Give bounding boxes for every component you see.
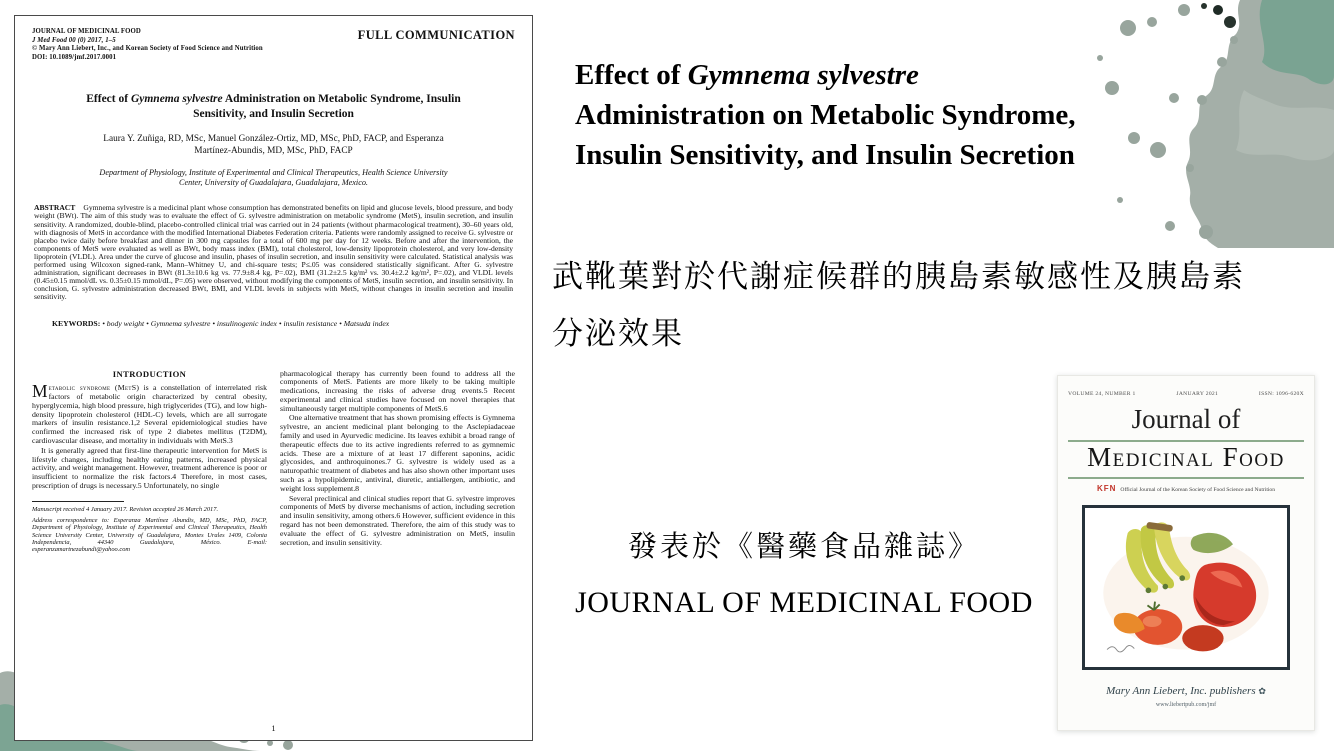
footnote-received: Manuscript received 4 January 2017. Revision accepted 26 March 2017. — [32, 505, 219, 513]
cover-website: www.liebertpub.com/jmf — [1155, 702, 1217, 708]
keywords-paragraph — [52, 319, 495, 328]
journal-cover — [1057, 375, 1315, 731]
dropcap-letter: M — [32, 381, 48, 402]
footnotes — [32, 506, 267, 554]
cover-title-medicinal-food: Medicinal Food — [1087, 442, 1285, 472]
watercolor-splash-top-right-icon — [1094, 0, 1334, 248]
artist-signature-scribble — [1107, 646, 1134, 652]
intro-left-column — [32, 370, 267, 558]
fruit-watercolor-painting-icon — [1092, 515, 1280, 660]
intro-paragraph-5: Several preclinical and clinical studies report that G. sylvestre improves components of MetS by diverse mechanisms of action, including secretion and insulin sensitivity, among others.6 However, sufficient evidence in this regard has not been demonstrated. Therefore, the aim of this study was to evaluate the effect of G. sylvestre administration on MetS, insulin secretion, and insulin sensitivity. — [280, 493, 515, 547]
slide-title-prefix: Effect of — [575, 59, 688, 92]
published-in-chinese: 發表於《醫藥食品雜誌》 — [627, 531, 980, 563]
intro-paragraph-4: One alternative treatment that has shown promising effects is Gymnema sylvestre, an ancient medicinal plant belonging to the Asclepiadaceae family and used in Ayurvedic medicine. Its leaves exhibit a broad range of therapeutic effects due to its active ingredients referred to as gymnemic acids. These are a mixture of at least 17 different saponins, acidic glycosides, and anthroquinones.7 G. sylvestre is widely used as a naturopathic treatment of diabetes and has also shown other important uses such as a hypolipidemic, antiviral, diuretic, antiallergen, antibiotic, and weight loss supplement.8 — [280, 413, 515, 493]
keywords-list: • body weight • Gymnema sylvestre • insulinogenic index • insulin resistance • Matsuda index — [102, 318, 390, 328]
slide-title — [575, 55, 1077, 175]
intro-paragraph-1 — [32, 381, 268, 446]
slide-title-chinese-line2: 分泌效果 — [552, 316, 684, 351]
introduction-heading: INTRODUCTION — [112, 368, 187, 379]
journal-citation: J Med Food 00 (0) 2017, 1–5 — [32, 36, 116, 44]
intro-paragraph-1-text: is a constellation of interrelated risk factors of metabolic origin characterized by central obesity, hyperglycemia, high blood pressure, high triglycerides (TG), and low high-density lipoprotein cholesterol (HDL-C) levels, which are all surrogate markers of insulin resistance.1,2 Several epidemiological studies have confirmed the increased risk of type 2 diabetes mellitus (T2DM), cardiovascular disease, and mortality in individuals with MetS.3 — [32, 383, 268, 446]
paper-title-prefix: Effect of — [86, 93, 131, 106]
page-number: 1 — [271, 723, 276, 733]
flower-icon: ✿ — [1258, 686, 1266, 696]
paper-title-suffix: Administration on Metabolic Syndrome, Insulin Sensitivity, and Insulin Secretion — [193, 93, 461, 121]
cover-meta-row — [1068, 391, 1304, 397]
authors-line: Laura Y. Zuñiga, RD, MSc, Manuel González-Ortiz, MD, MSc, PhD, FACP, and Esperanza Martínez-Abundis, MD, MSc, PhD, FACP — [103, 134, 444, 156]
journal-info — [32, 28, 263, 62]
paper-title-species: Gymnema sylvestre — [130, 93, 223, 106]
cover-society-line: Official Journal of the Korean Society of Food Science and Nutrition — [1120, 487, 1276, 493]
slide-title-chinese-line1: 武靴葉對於代謝症候群的胰島素敏感性及胰島素 — [552, 259, 1245, 294]
footnote-divider — [32, 501, 124, 502]
publisher-name: Mary Ann Liebert, Inc. publishers — [1106, 685, 1256, 697]
intro-paragraph-3: pharmacological therapy has currently been found to address all the components of MetS. Patients are more likely to be taking multiple medications, increasing the risks of adverse drug events.5 Recent experimental and clinical studies have focused on novel therapies that simultaneously target multiple components of MetS.6 — [280, 368, 515, 413]
abstract-paragraph — [34, 204, 513, 301]
intro-paragraph-2: It is generally agreed that first-line therapeutic intervention for MetS is lifestyle changes, including healthy eating patterns, increased physical activity, and weight management. However, treatment adherence is poor or insufficient to normalize the risk factors.4 Therefore, in most cases, prescription of drugs is necessary.5 Unfortunately, no single — [32, 445, 267, 491]
journal-copyright: © Mary Ann Liebert, Inc., and Korean Society of Food Science and Nutrition — [32, 45, 263, 53]
abstract-label: ABSTRACT — [34, 203, 76, 213]
intro-right-column — [280, 370, 515, 558]
intro-lead-smallcaps: etabolic syndrome (MetS) — [48, 383, 140, 393]
article-type-label: FULL COMMUNICATION — [357, 28, 515, 42]
abstract-text: Gymnema sylvestre is a medicinal plant whose consumption has demonstrated benefits on lipid and glucose levels, blood pressure, and body weight (BWt). The aim of this study was to evaluate the effect of G. sylvestre administration on metabolic syndrome (MetS), insulin secretion, and insulin sensitivity. A randomized, double-blind, placebo-controlled clinical trial was carried out in 24 patients (without pharmacological treatment), 30–60 years old, with diagnosis of MetS in accordance with the modified International Diabetes Federation criteria. Patients were randomly assigned to receive G. sylvestre or placebo twice daily before breakfast and dinner in 300 mg capsules for a total of 600 mg per day for 12 weeks. Before and after the intervention, the components of MetS were evaluated as well as BWt, body mass index (BMI), total cholesterol, low-density lipoprotein cholesterol, and very low-density lipoprotein (VLDL). Area under the curve of glucose and insulin, phases of insulin secretion, and insulin sensitivity were calculated. Statistical analysis was performed using Wilcoxon signed-rank, Mann–Whitney U, and chi-square tests; P≤.05 was considered statistically significant. After G. sylvestre administration, significant decreases in BWt (81.3±10.6 kg vs. 77.9±8.4 kg, P=.02), BMI (31.2±2.5 kg/m² vs. 30.4±2.2 kg/m², P=.02), and VLDL levels (0.45±0.15 mmol/dL vs. 0.35±0.15 mmol/dL, P=.05) were observed, without modifying the components of MetS, insulin secretion, and insulin sensitivity. In conclusion, G. sylvestre administration decreased BWt, BMI, and VLDL levels in subjects with MetS, without changes in insulin secretion and insulin sensitivity. — [34, 203, 513, 302]
footnote-correspondence: Address correspondence to: Esperanza Martínez Abundis, MD, MSc, PhD, FACP, Department of Physiology, Institute of Experimental and Clinical Therapeutics, Health Science University Center, University of Guadalajara, Montes Urales 1409, Colonia Independencia, 44340 Guadalajara, México. E-mail: esperanzamartnezabundi@yahoo.com — [32, 517, 267, 554]
cover-publisher-line — [1058, 685, 1314, 697]
cover-society-row — [1058, 484, 1314, 493]
journal-doi: DOI: 10.1089/jmf.2017.0001 — [32, 53, 117, 61]
slide-title-suffix: Administration on Metabolic Syndrome, Insulin Sensitivity, and Insulin Secretion — [575, 99, 1076, 172]
cover-issn: ISSN: 1096-620X — [1258, 391, 1304, 397]
published-in-block — [556, 524, 1052, 620]
paper-masthead — [32, 28, 515, 62]
cover-title-journal-of: Journal of — [1131, 404, 1241, 434]
keywords-label: KEYWORDS: — [52, 318, 101, 328]
journal-name: JOURNAL OF MEDICINAL FOOD — [32, 28, 141, 35]
published-in-journal-name: JOURNAL OF MEDICINAL FOOD — [575, 586, 1033, 619]
kfn-logo: KFN — [1096, 484, 1117, 493]
slide-title-species: Gymnema sylvestre — [687, 59, 919, 92]
cover-date: JANUARY 2021 — [1176, 391, 1219, 397]
cover-volume: VOLUME 24, NUMBER 1 — [1068, 391, 1136, 397]
slide-title-chinese — [552, 248, 1282, 362]
affiliation-line: Department of Physiology, Institute of Experimental and Clinical Therapeutics, Health Science University Center, University of Guadalajara, Guadalajara, Mexico. — [99, 168, 448, 188]
paper-title — [62, 92, 485, 122]
paper-page — [14, 15, 533, 741]
cover-artwork-frame — [1082, 505, 1290, 670]
cover-rule-bottom — [1068, 477, 1304, 479]
intro-columns — [32, 370, 515, 558]
